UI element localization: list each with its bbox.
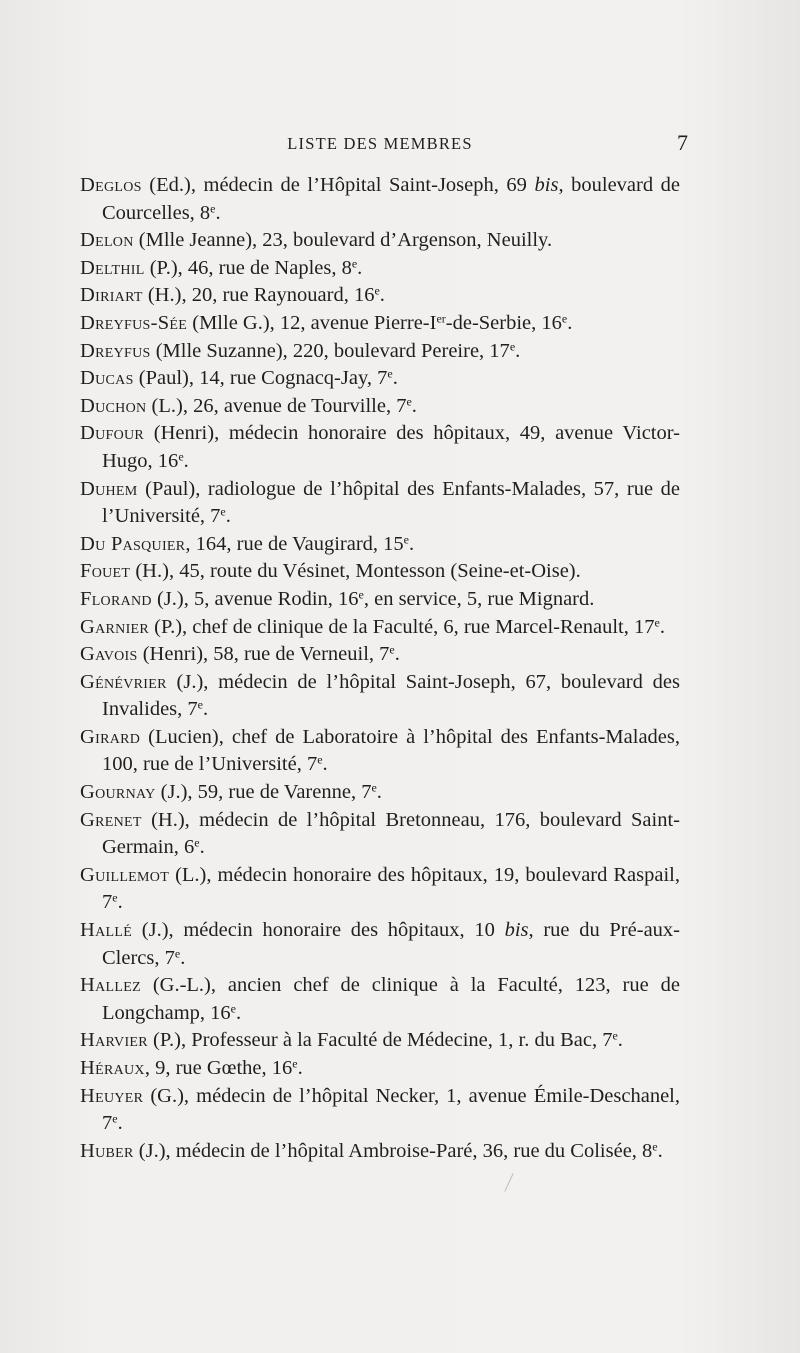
list-item <box>80 558 680 586</box>
member-details: (P.), chef de clinique de la Faculté, 6, rue Marcel-Renault, 17e. <box>149 614 665 638</box>
member-details: (J.), médecin de l’hôpital Ambroise-Paré, 36, rue du Colisée, 8e. <box>133 1139 663 1162</box>
member-name: Delon <box>80 229 134 252</box>
list-item <box>80 255 680 283</box>
member-name: Duchon <box>80 394 147 417</box>
member-name: Grenet <box>80 808 142 831</box>
member-name: Du Pasquier <box>80 532 186 555</box>
member-details: (L.), 26, avenue de Tourville, 7e. <box>146 394 417 417</box>
member-details: (H.), 20, rue Raynouard, 16e. <box>142 283 385 307</box>
member-details: (L.), médecin honoraire des hôpitaux, 19, boulevard Raspail, 7e. <box>102 863 680 914</box>
member-name: Dufour <box>80 422 145 445</box>
member-name: Hallé <box>80 919 133 942</box>
list-item <box>80 614 680 642</box>
list-item <box>80 586 680 614</box>
member-details: (Mlle Suzanne), 220, boulevard Pereire, 17e. <box>150 338 521 362</box>
member-details: (P.), 46, rue de Naples, 8e. <box>144 256 363 279</box>
list-item <box>80 365 680 393</box>
pencil-mark <box>493 1168 513 1192</box>
list-item <box>80 282 680 310</box>
member-details: (Henri), médecin honoraire des hôpitaux, 49, avenue Victor-Hugo, 16e. <box>102 422 680 472</box>
list-item <box>80 1083 680 1138</box>
member-details: (Lucien), chef de Laboratoire à l’hôpital des Enfants-Malades, 100, rue de l’Université, 7e. <box>102 725 680 776</box>
member-details: (J.), médecin de l’hôpital Saint-Joseph, 67, boulevard des Invalides, 7e. <box>102 670 680 721</box>
member-details: (J.), 5, avenue Rodin, 16e, en service, 5, rue Mignard. <box>151 587 595 610</box>
member-name: Dreyfus <box>80 339 151 362</box>
member-details: (Mlle G.), 12, avenue Pierre-Ier-de-Serbie, 16e. <box>187 311 573 334</box>
member-name: Delthil <box>80 256 145 279</box>
member-details: (Paul), 14, rue Cognacq-Jay, 7e. <box>133 366 398 390</box>
member-name: Guillemot <box>80 863 170 886</box>
member-details: (H.), 45, route du Vésinet, Montesson (Seine-et-Oise). <box>130 560 581 583</box>
list-item <box>80 1055 680 1083</box>
member-details: (P.), Professeur à la Faculté de Médecine, 1, r. du Bac, 7e. <box>147 1028 623 1052</box>
list-item <box>80 531 680 559</box>
member-details: (Henri), 58, rue de Verneuil, 7e. <box>137 642 400 666</box>
member-name: Heuyer <box>80 1084 144 1107</box>
list-item <box>80 862 680 917</box>
list-item <box>80 724 680 779</box>
list-item <box>80 917 680 972</box>
member-details: (H.), médecin de l’hôpital Bretonneau, 176, boulevard Saint-Germain, 6e. <box>102 808 680 859</box>
member-details: , 9, rue Gœthe, 16e. <box>144 1056 303 1079</box>
list-item <box>80 1138 680 1166</box>
member-name: Girard <box>80 725 141 748</box>
member-details: (Paul), radiologue de l’hôpital des Enfants-Malades, 57, rue de l’Université, 7e. <box>102 477 680 528</box>
member-name: Harvier <box>80 1029 148 1052</box>
member-name: Héraux <box>80 1057 145 1079</box>
member-name: Ducas <box>80 367 134 390</box>
list-item <box>80 338 680 366</box>
member-name: Gournay <box>80 781 156 804</box>
list-item <box>80 393 680 421</box>
member-name: Hallez <box>80 974 141 997</box>
member-name: Gavois <box>80 643 138 666</box>
running-title: LISTE DES MEMBRES <box>287 134 473 153</box>
member-name: Deglos <box>80 174 142 196</box>
running-head <box>80 130 688 160</box>
list-item <box>80 807 680 862</box>
member-name: Garnier <box>80 615 150 638</box>
list-item <box>80 972 680 1027</box>
member-details: (G.), médecin de l’hôpital Necker, 1, avenue Émile-Deschanel, 7e. <box>102 1084 680 1135</box>
member-name: Duhem <box>80 477 138 500</box>
list-item <box>80 476 680 531</box>
list-item <box>80 641 680 669</box>
member-details: (Mlle Jeanne), 23, boulevard d’Argenson, Neuilly. <box>133 229 553 252</box>
list-item <box>80 779 680 807</box>
member-details: (G.-L.), ancien chef de clinique à la Faculté, 123, rue de Longchamp, 16e. <box>102 974 680 1024</box>
member-details: (J.), 59, rue de Varenne, 7e. <box>155 780 382 804</box>
member-details: (Ed.), médecin de l’Hôpital Saint-Joseph, 69 bis, boulevard de Courcelles, 8e. <box>102 174 680 224</box>
list-item <box>80 1027 680 1055</box>
member-name: Diriart <box>80 284 143 307</box>
list-item <box>80 172 680 227</box>
list-item <box>80 420 680 475</box>
member-details: (J.), médecin honoraire des hôpitaux, 10 bis, rue du Pré-aux-Clercs, 7e. <box>102 919 680 969</box>
member-details: , 164, rue de Vaugirard, 15e. <box>185 532 415 555</box>
page-number: 7 <box>677 130 688 155</box>
list-item <box>80 227 680 255</box>
list-item <box>80 310 680 338</box>
member-name: Génévrier <box>80 670 167 693</box>
member-name: Dreyfus-Sée <box>80 311 188 334</box>
list-item <box>80 669 680 724</box>
member-name: Florand <box>80 587 152 610</box>
member-list <box>80 172 680 1165</box>
member-name: Huber <box>80 1139 134 1162</box>
member-name: Fouet <box>80 560 131 583</box>
